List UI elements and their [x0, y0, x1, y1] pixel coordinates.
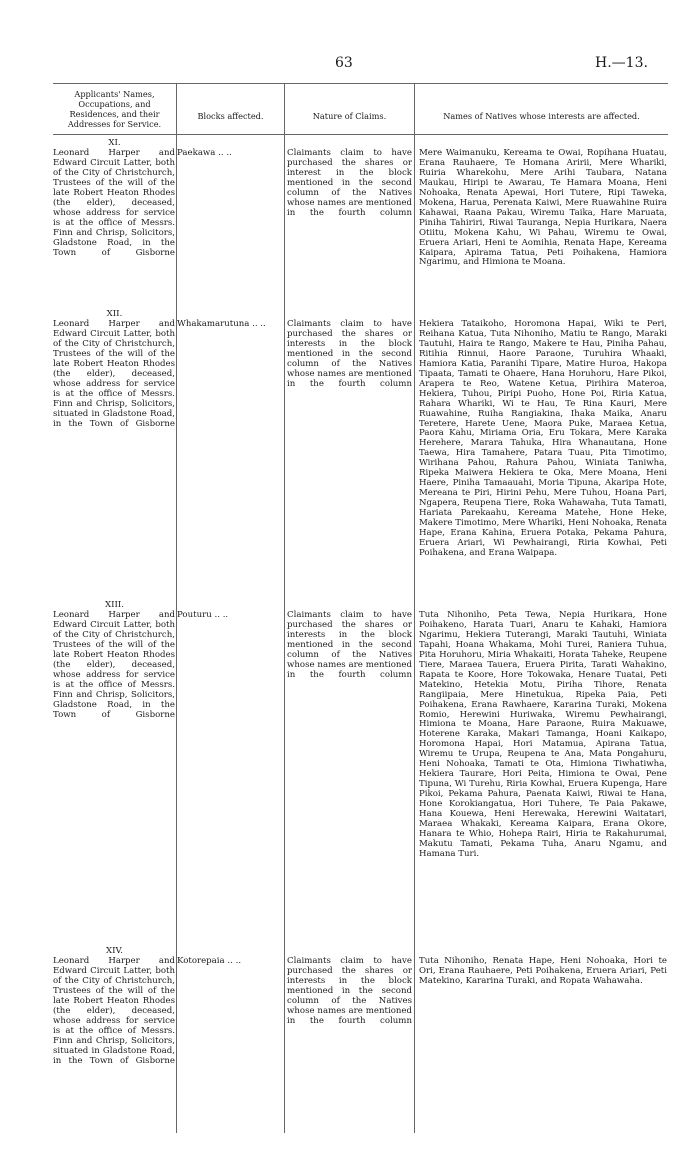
applicants-cell: Leonard Harper and Edward Circuit Latter, both of the City of Christchurch, Trustees of the will of the late Robert Heaton Rhodes (the elder), deceased, whose address for service is at the office of Messrs. Finn and Chrisp, Solicitors, Gladstone Road, in the Town of Gisborne [53, 148, 175, 258]
header-nature: Nature of Claims. [312, 111, 387, 121]
claim-cell: Claimants claim to have purchased the shares or interests in the block mentioned in the second column of the Natives whose names are mentioned in the fourth column [287, 956, 412, 1026]
paper-code: H.—13. [595, 55, 648, 71]
header-rule [53, 134, 668, 135]
header-natives: Names of Natives whose interests are affected. [443, 111, 640, 121]
claim-cell: Claimants claim to have purchased the shares or interests in the block mentioned in the second column of the Natives whose names are mentioned in the fourth column [287, 319, 412, 389]
table-top-rule [53, 83, 668, 84]
claims-table [53, 83, 668, 1133]
applicants-cell: Leonard Harper and Edward Circuit Latter, both of the City of Christchurch, Trustees of the will of the late Robert Heaton Rhodes (the elder), deceased, whose address for service is at the office of Messrs. Finn and Chrisp, Solicitors, Gladstone Road, in the Town of Gisborne [53, 610, 175, 720]
column-divider [176, 83, 177, 1133]
natives-cell: Hekiera Tataikoho, Horomona Hapai, Wiki te Peri, Reihana Katua, Tuta Nihoniho, Matiu te Rango, Maraki Tautuhi, Haira te Rango, Makere te Hau, Piniha Pahau, Ritihia Rinnui, Haore Paraone, Turuhira Whaaki, Hamiora Katia, Paranihi Tipare, Matire Huroa, Hakopa Tipaata, Tamati te Ohaere, Hana Horuhoru, Hare Pikoi, Arapera te Reo, Watene Ketua, Pirihira Materoa, Hekiera, Tuhou, Piripi Puoho, Hone Poi, Riria Katua, Rahara Whariki, Wi te Hau, Te Rina Kauri, Mere Ruawahine, Ruiha Rangiakina, Ihaka Maika, Anaru Teretere, Harete Uene, Maora Puke, Maraea Ketua, Paora Kahu, Miriama Oria, Eru Tokara, Mere Karaka Herehere, Marara Tahuka, Hira Whanautana, Hone Taewa, Hira Tamahere, Patara Tuau, Pita Timotimo, Wirihana Pahou, Rahura Pahou, Winiata Taniwha, Ripeka Maiwera Hekiera te Oka, Mere Moana, Heni Haere, Piniha Tamaauahi, Moria Tipuna, Akaripa Hote, Mereana te Piri, Hirini Pehu, Mere Tuhou, Hoana Pari, Ngapera, Reupena Tiere, Roka Wahawaha, Tuta Tamati, Hariata Parekaahu, Kereama Matehe, Hone Heke, Makere Timotimo, Mere Whariki, Heni Nohoaka, Renata Hape, Erana Kahina, Eruera Potaka, Pekama Pahura, Eruera Ariari, Wi Pewhairangi, Riria Kowhai, Peti Poihakena, and Erana Waipapa. [419, 319, 667, 558]
block-cell: Kotorepaia .. .. [177, 956, 242, 966]
header-blocks: Blocks affected. [197, 111, 264, 121]
block-cell: Pouturu .. .. [177, 610, 229, 620]
column-divider [414, 83, 415, 1133]
column-divider [284, 83, 285, 1133]
natives-cell: Tuta Nihoniho, Renata Hape, Heni Nohoaka, Hori te Ori, Erana Rauhaere, Peti Poihakena, Eruera Ariari, Peti Matekino, Kararina Turaki, and Ropata Wahawaha. [419, 956, 667, 986]
row-number: XIV. [106, 946, 123, 956]
claim-cell: Claimants claim to have purchased the shares or interest in the block mentioned in the second column of the Natives whose names are mentioned in the fourth column [287, 148, 412, 218]
applicants-cell: Leonard Harper and Edward Circuit Latter, both of the City of Christchurch, Trustees of the will of the late Robert Heaton Rhodes (the elder), deceased, whose address for service is at the office of Messrs. Finn and Chrisp, Solicitors, situated in Gladstone Road, in the Town of Gisborne [53, 956, 175, 1066]
header-applicants: Applicants' Names, Occupations, and Residences, and their Addresses for Service. [67, 89, 162, 129]
natives-cell: Mere Waimanuku, Kereama te Owai, Ropihana Huatau, Erana Rauhaere, Te Homana Aririi, Mere Whariki, Ruiria Wharekohu, Mere Arihi Taubara, Natana Maukau, Hiripi te Awarau, Te Hamara Moana, Heni Nohoaka, Renata Apewai, Hori Tutere, Ripi Taweka, Mokena, Harua, Perenata Kaiwi, Mere Ruawahine Ruira Kahawai, Raana Pakau, Wiremu Taika, Hare Maruata, Piniha Tahiriri, Riwai Tauranga, Nepia Hurikara, Naera Otiitu, Mokena Kahu, Wi Pahau, Wiremu te Owai, Eruera Ariari, Heni te Aomihia, Renata Hape, Kereama Kaipara, Apirama Tatua, Peti Poihakena, Hamiora Ngarimu, and Himiona te Moana. [419, 148, 667, 268]
row-number: XIII. [104, 600, 125, 610]
row-number: XII. [106, 309, 123, 319]
claim-cell: Claimants claim to have purchased the shares or interests in the block mentioned in the second column of the Natives whose names are mentioned in the fourth column [287, 610, 412, 680]
block-cell: Paekawa .. .. [177, 148, 232, 158]
applicants-cell: Leonard Harper and Edward Circuit Latter, both of the City of Christchurch, Trustees of the will of the late Robert Heaton Rhodes (the elder), deceased, whose address for service is at the office of Messrs. Finn and Chrisp, Solicitors, situated in Gladstone Road, in the Town of Gisborne [53, 319, 175, 429]
row-number: XI. [108, 138, 121, 148]
natives-cell: Tuta Nihoniho, Peta Tewa, Nepia Hurikara, Hone Poihakeno, Harata Tuari, Anaru te Kahaki, Hamiora Ngarimu, Hekiera Tuterangi, Maraki Tautuhi, Winiata Tapahi, Hoana Whakama, Mohi Turei, Raniera Tuhua, Pita Horuhoru, Miria Whakaiti, Horata Taheke, Reupene Tiere, Maraea Tauera, Eruera Pirita, Tarati Wahakino, Rapata te Koore, Hore Tokowaka, Henare Tuatai, Peti Matekino, Hetekia Motu, Piriha Tihore, Renata Rangiipaia, Mere Hinetukua, Ripeka Paia, Peti Poihakena, Erana Rawhaere, Kararina Turaki, Mokena Romio, Herewini Huriwaka, Wiremu Pewhairangi, Himiona te Moana, Hare Paraone, Ruira Makuawe, Hoterene Karaka, Makari Tamanga, Hoani Kaikapo, Horomona Hapai, Hori Matamua, Apirana Tatua, Wiremu te Urupa, Reupena te Ana, Mata Pongahuru, Heni Nohoaka, Tamati te Ota, Himiona Tiwhatiwha, Hekiera Taurare, Hori Peita, Himiona te Owai, Pene Tipuna, Wi Turehu, Riria Kowhai, Eruera Kupenga, Hare Pikoi, Pekama Pahura, Paenata Kaiwi, Riwai te Hana, Hone Korokiangatua, Hori Tuhere, Te Paia Pakawe, Hana Kouewa, Heni Herewaka, Herewini Waitatari, Maraea Whakaki, Kereama Kaipara, Erana Okore, Hanara te Whio, Hohepa Rairi, Hiria te Rakahurumai, Makutu Tamati, Pekama Tuha, Anaru Ngamu, and Hamana Turi. [419, 610, 667, 859]
block-cell: Whakamarutuna .. .. [177, 319, 266, 329]
page-number: 63 [335, 55, 353, 71]
